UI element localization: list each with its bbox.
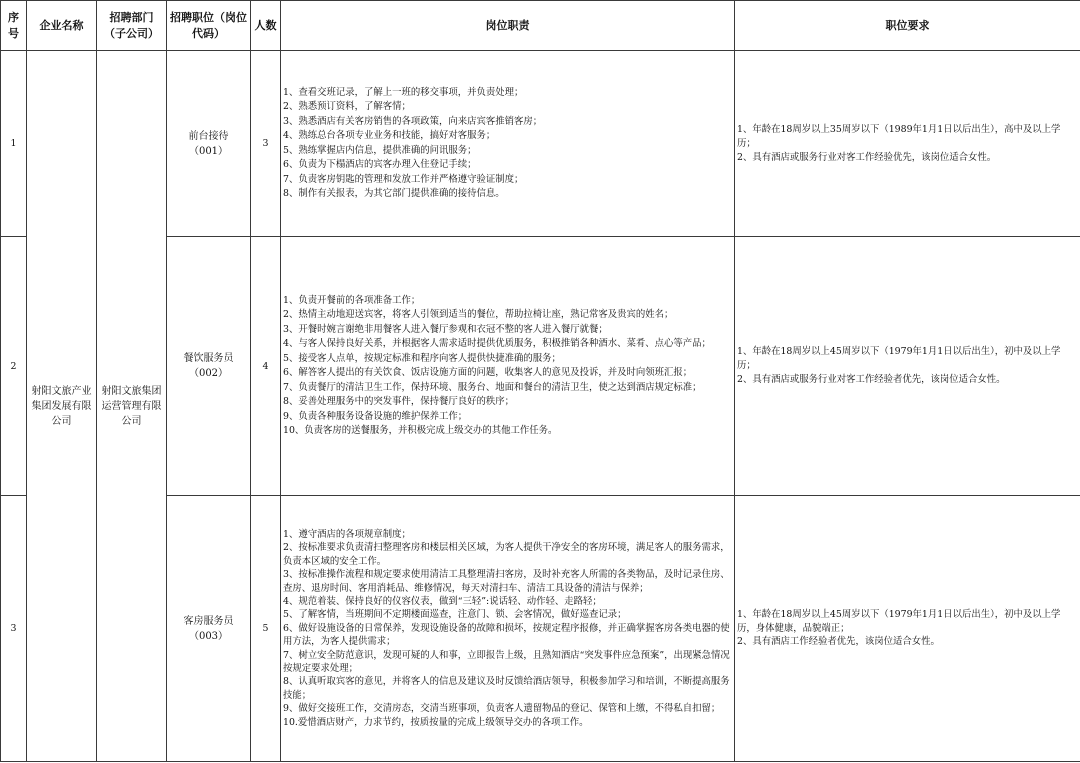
header-row (1, 1, 1080, 51)
header-company: 企业名称 (27, 1, 97, 51)
seq-cell: 2 (1, 237, 27, 496)
duty-item: 4、规范着装、保持良好的仪容仪表，做到“三轻”:说话轻、动作轻、走路轻； (283, 595, 602, 607)
requirement-item: 2、具有酒店或服务行业对客工作经验优先，该岗位适合女性。 (737, 151, 997, 163)
header-requirements: 职位要求 (735, 1, 1080, 51)
requirements-cell (735, 496, 1080, 762)
duty-item: 6、做好设施设备的日常保养，发现设施设备的故障和损坏，按规定程序报修，并正确掌握客房各类电器的使用方法，为客人提供需求； (283, 622, 730, 648)
duty-item: 10、负责客房的送餐服务，并积极完成上级交办的其他工作任务。 (283, 425, 558, 436)
duty-item: 4、熟练总台各项专业业务和技能，搞好对客服务； (283, 130, 496, 141)
duty-item: 9、负责各种服务设备设施的维护保养工作； (283, 410, 468, 422)
duty-item: 2、热情主动地迎送宾客，将客人引领到适当的餐位，帮助拉椅让座，熟记常客及贵宾的姓名； (283, 309, 674, 320)
duty-item: 2、熟悉预订资料，了解客情； (283, 101, 411, 112)
duty-item: 5、熟练掌握店内信息，提供准确的问讯服务； (283, 144, 477, 156)
requirement-item: 1、年龄在18周岁以上35周岁以下（1989年1月1日以后出生），高中及以上学历； (737, 123, 1061, 149)
header-count: 人数 (251, 1, 281, 51)
seq-cell: 3 (1, 496, 27, 762)
duties-cell (281, 496, 735, 762)
duty-item: 1、遵守酒店的各项规章制度； (283, 528, 411, 540)
requirements-cell (735, 237, 1080, 496)
duty-item: 10.爱惜酒店财产，力求节约，按质按量的完成上级领导交办的各项工作。 (283, 716, 589, 728)
duty-item: 7、负责餐厅的清洁卫生工作，保持环境、服务台、地面和餐台的清洁卫生，使之达到酒店规定标准； (283, 381, 702, 393)
position-name: 前台接待 (188, 130, 229, 142)
header-seq: 序号 (1, 1, 27, 51)
duty-item: 1、查看交班记录，了解上一班的移交事项，并负责处理； (283, 86, 524, 98)
duty-item: 9、做好交接班工作，交清房态，交清当班事项，负责客人遗留物品的登记、保管和上缴，不得私自扣留； (283, 703, 721, 715)
position-code: （002） (188, 368, 229, 379)
requirement-item: 1、年龄在18周岁以上45周岁以下（1979年1月1日以后出生），初中及以上学历； (737, 346, 1061, 371)
duty-item: 3、按标准操作流程和规定要求使用清洁工具整理清扫客房，及时补充客人所需的各类物品，及时记录住房、查房、退房时间、客用消耗品、维修情况，每天对清扫车、清洁工具设备的清洁与保养； (283, 569, 730, 594)
duty-item: 7、树立安全防范意识，发现可疑的人和事，立即报告上级，且熟知酒店“突发事件应急预案”，出现紧急情况按规定要求处理； (283, 649, 730, 675)
duty-item: 8、认真听取宾客的意见，并将客人的信息及建议及时反馈给酒店领导，积极参加学习和培训，不断提高服务技能； (283, 676, 730, 701)
duty-item: 6、负责为下榻酒店的宾客办理入住登记手续； (283, 159, 477, 170)
duty-item: 8、制作有关报表，为其它部门提供准确的接待信息。 (283, 188, 505, 199)
position-cell (167, 496, 251, 762)
count-cell: 5 (251, 496, 281, 762)
duty-item: 8、妥善处理服务中的突发事件，保持餐厅良好的秩序； (283, 396, 514, 407)
duties-cell (281, 51, 735, 237)
requirement-item: 2、具有酒店或服务行业对客工作经验者优先，该岗位适合女性。 (737, 374, 1006, 385)
company-name-cell: 射阳文旅产业集团发展有限公司 (27, 51, 97, 762)
duty-item: 3、开餐时婉言谢绝非用餐客人进入餐厅参观和衣冠不整的客人进入餐厅就餐； (283, 323, 608, 335)
duty-item: 1、负责开餐前的各项准备工作； (283, 294, 421, 306)
count-cell: 4 (251, 237, 281, 496)
requirement-item: 2、具有酒店工作经验者优先，该岗位适合女性。 (737, 636, 940, 648)
duty-item: 5、接受客人点单，按规定标准和程序向客人提供快捷准确的服务； (283, 352, 561, 364)
position-code: （001） (188, 145, 229, 157)
position-cell (167, 51, 251, 237)
requirements-cell (735, 51, 1080, 237)
position-name: 餐饮服务员 (183, 353, 234, 364)
duty-item: 4、与客人保持良好关系，并根据客人需求适时提供优质服务，积极推销各种酒水、菜肴、点心等产品； (283, 338, 711, 349)
department-cell: 射阳文旅集团运营管理有限公司 (97, 51, 167, 762)
duty-item: 3、熟悉酒店有关客房销售的各项政策，向来店宾客推销客房； (283, 115, 543, 127)
header-dept: 招聘部门（子公司） (97, 1, 167, 51)
header-position: 招聘职位（岗位代码） (167, 1, 251, 51)
table-row (1, 51, 1080, 237)
count-cell: 3 (251, 51, 281, 237)
position-code: （003） (188, 630, 229, 642)
requirement-item: 1、年龄在18周岁以上45周岁以下（1979年1月1日以后出生），初中及以上学历，身体健康，品貌端正； (737, 609, 1061, 634)
duty-item: 2、按标准要求负责清扫整理客房和楼层相关区域，为客人提供干净安全的客房环境，满足客人的服务需求，负责本区域的安全工作。 (283, 542, 730, 567)
position-name: 客房服务员 (183, 615, 234, 627)
duty-item: 5、了解客情，当班期间不定期楼面巡查，注意门、锁、会客情况，做好巡查记录； (283, 609, 627, 621)
duties-cell (281, 237, 735, 496)
duty-item: 6、解答客人提出的有关饮食、饭店设施方面的问题，收集客人的意见及投诉，并及时向领班汇报； (283, 367, 693, 378)
seq-cell: 1 (1, 51, 27, 237)
duty-item: 7、负责客房钥匙的管理和发放工作并严格遵守验证制度； (283, 173, 524, 185)
header-duties: 岗位职责 (281, 1, 735, 51)
position-cell (167, 237, 251, 496)
